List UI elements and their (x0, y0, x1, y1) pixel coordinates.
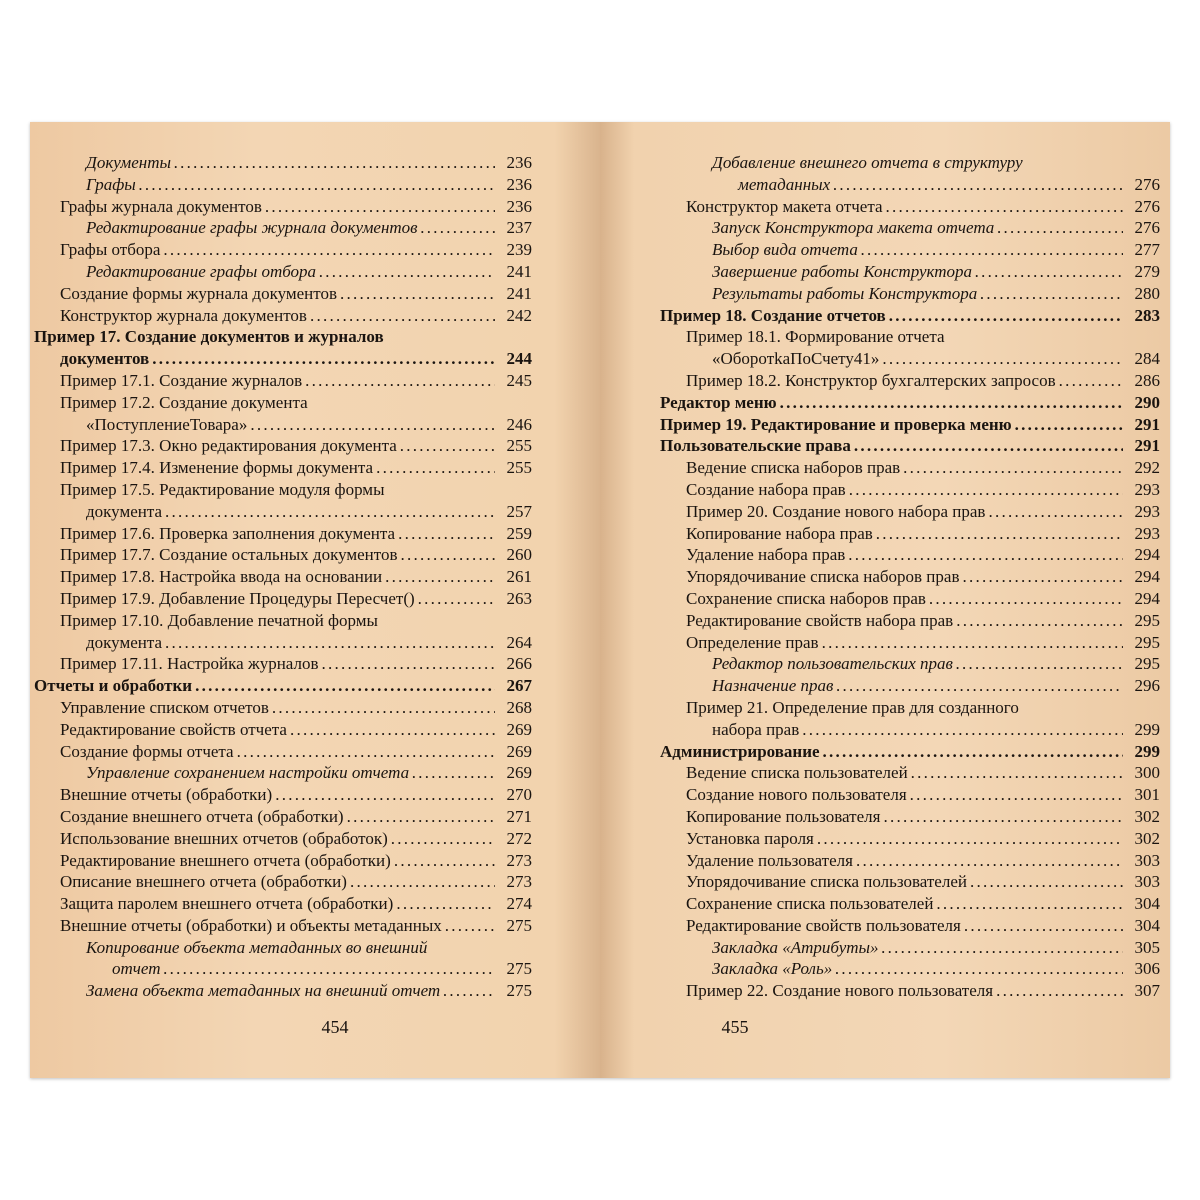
toc-page-number: 241 (506, 261, 532, 281)
toc-entry (34, 566, 532, 588)
toc-entry (34, 196, 532, 218)
toc-entry-title: Использование внешних отчетов (обработок) (60, 828, 388, 848)
dot-leader (802, 719, 1123, 741)
toc-entry (660, 544, 1160, 566)
toc-entry (34, 850, 532, 872)
dot-leader (376, 457, 495, 479)
toc-page-number: 255 (506, 458, 532, 478)
dot-leader (848, 544, 1123, 566)
toc-entry (660, 893, 1160, 915)
toc-page-number: 257 (506, 501, 532, 521)
toc-entry-title: Закладка «Атрибуты» (712, 937, 879, 957)
toc-entry (660, 632, 1160, 654)
toc-entry (660, 457, 1160, 479)
dot-leader (350, 871, 495, 893)
toc-entry-title: Пример 19. Редактирование и проверка меню (660, 414, 1012, 434)
toc-entry-title: Редактор пользовательских прав (712, 654, 953, 674)
dot-leader (398, 523, 495, 545)
toc-entry-title: Закладка «Роль» (712, 959, 833, 979)
dot-leader (975, 261, 1123, 283)
toc-entry (34, 414, 532, 436)
left-page (30, 122, 600, 1078)
toc-page-number: 304 (1134, 894, 1160, 914)
toc-entry (660, 217, 1160, 239)
toc-entry-title: Пример 17.3. Окно редактирования документа (60, 436, 397, 456)
toc-page-number: 303 (1134, 872, 1160, 892)
toc-entry-title: Пример 17.1. Создание журналов (60, 370, 303, 390)
toc-entry (660, 479, 1160, 501)
right-toc (660, 152, 1160, 1002)
dot-leader (910, 784, 1123, 806)
toc-page-number: 302 (1134, 828, 1160, 848)
toc-entry-title: Создание нового пользователя (686, 785, 907, 805)
toc-entry-title: Пример 17.7. Создание остальных документов (60, 545, 398, 565)
dot-leader (275, 784, 495, 806)
toc-entry (660, 261, 1160, 283)
toc-entry-title: документа (86, 632, 163, 652)
dot-leader (996, 980, 1123, 1002)
toc-entry-title: Графы (86, 174, 136, 194)
toc-page-number: 280 (1134, 283, 1160, 303)
toc-page-number: 301 (1134, 785, 1160, 805)
toc-page-number: 274 (506, 894, 532, 914)
dot-leader (394, 850, 495, 872)
toc-entry-title: Отчеты и обработки (34, 676, 193, 696)
toc-page-number: 266 (506, 654, 532, 674)
toc-entry (660, 174, 1160, 196)
toc-entry-title: Завершение работы Конструктора (712, 261, 973, 281)
dot-leader (401, 544, 496, 566)
toc-entry (34, 828, 532, 850)
dot-leader (882, 937, 1123, 959)
dot-leader (164, 958, 496, 980)
toc-entry-title: Пример 18. Создание отчетов (660, 305, 886, 325)
toc-entry-title: Администрирование (660, 741, 820, 761)
left-toc (34, 152, 532, 1002)
dot-leader (1059, 370, 1123, 392)
toc-entry (660, 392, 1160, 414)
toc-page-number: 236 (506, 153, 532, 172)
toc-page-number: 295 (1134, 654, 1160, 674)
toc-entry (660, 828, 1160, 850)
toc-entry-title: Упорядочивание списка пользователей (686, 872, 967, 892)
toc-entry-title: Сохранение списка пользователей (686, 894, 934, 914)
dot-leader (152, 348, 495, 370)
toc-entry (34, 697, 532, 719)
toc-page-number: 268 (506, 697, 532, 717)
toc-page-number: 269 (506, 719, 532, 739)
toc-entry (34, 980, 532, 1002)
toc-entry (34, 784, 532, 806)
toc-entry (660, 850, 1160, 872)
dot-leader (165, 501, 495, 523)
toc-entry-title: Пример 17.11. Настройка журналов (60, 654, 319, 674)
dot-leader (305, 370, 495, 392)
toc-entry-title: Удаление пользователя (686, 850, 853, 870)
dot-leader (876, 523, 1123, 545)
toc-entry-title: Пример 18.2. Конструктор бухгалтерских запросов (686, 370, 1056, 390)
toc-entry (660, 414, 1160, 436)
dot-leader (322, 653, 496, 675)
toc-entry (34, 305, 532, 327)
toc-page-number: 276 (1134, 218, 1160, 238)
dot-leader (421, 217, 495, 239)
toc-page-number: 296 (1134, 676, 1160, 696)
toc-entry-title: метаданных (738, 174, 831, 194)
toc-entry-title: Редактор меню (660, 392, 777, 412)
dot-leader (861, 239, 1123, 261)
toc-entry-title: Ведение списка пользователей (686, 763, 908, 783)
toc-entry (34, 871, 532, 893)
toc-page-number: 305 (1134, 937, 1160, 957)
dot-leader (822, 632, 1123, 654)
toc-page-number: 267 (506, 676, 532, 696)
toc-entry (660, 196, 1160, 218)
dot-leader (817, 828, 1123, 850)
right-page (600, 122, 1170, 1078)
dot-leader (385, 566, 495, 588)
dot-leader (849, 479, 1123, 501)
toc-entry (660, 958, 1160, 980)
toc-entry-title: Пример 17.5. Редактирование модуля формы (60, 479, 385, 499)
toc-page-number: 286 (1134, 370, 1160, 390)
toc-entry-title: Внешние отчеты (обработки) (60, 785, 273, 805)
dot-leader (174, 152, 495, 174)
toc-page-number: 272 (506, 828, 532, 848)
toc-entry-title: Графы отбора (60, 240, 161, 260)
toc-entry-title: Внешние отчеты (обработки) и объекты метаданных (60, 915, 442, 935)
dot-leader (418, 588, 495, 610)
toc-entry-title: Управление списком отчетов (60, 697, 269, 717)
toc-entry-title: Редактирование графы отбора (86, 261, 317, 281)
toc-entry-title: Защита паролем внешнего отчета (обработки) (60, 894, 394, 914)
toc-page-number: 291 (1134, 414, 1160, 434)
toc-entry-title: «ПоступлениеТовара» (86, 414, 248, 434)
dot-leader (400, 435, 495, 457)
toc-entry (34, 958, 532, 980)
toc-entry (660, 980, 1160, 1002)
toc-entry-title: Описание внешнего отчета (обработки) (60, 872, 347, 892)
toc-entry (660, 348, 1160, 370)
toc-entry (34, 457, 532, 479)
toc-entry-title: Результаты работы Конструктора (712, 283, 978, 303)
toc-entry (660, 610, 1160, 632)
toc-page-number: 306 (1134, 959, 1160, 979)
dot-leader (956, 653, 1123, 675)
toc-entry-title: Создание набора прав (686, 479, 846, 499)
toc-entry-title: Создание формы журнала документов (60, 283, 338, 303)
toc-entry-title: Выбор вида отчета (712, 240, 858, 260)
dot-leader (1015, 414, 1123, 436)
dot-leader (290, 719, 495, 741)
toc-page-number: 273 (506, 872, 532, 892)
toc-entry (660, 435, 1160, 457)
dot-leader (970, 871, 1123, 893)
toc-page-number: 242 (506, 305, 532, 325)
toc-page-number: 263 (506, 588, 532, 608)
toc-entry (660, 741, 1160, 763)
toc-entry (660, 239, 1160, 261)
toc-entry-title: Конструктор макета отчета (686, 196, 883, 216)
toc-page-number: 299 (1134, 741, 1160, 761)
toc-entry-title: «ОборотkаПоСчету41» (712, 349, 880, 369)
dot-leader (956, 610, 1123, 632)
toc-page-number: 304 (1134, 915, 1160, 935)
toc-entry-title: Сохранение списка наборов прав (686, 588, 926, 608)
toc-entry-title: набора прав (712, 719, 800, 739)
toc-entry-title: Пример 17.4. Изменение формы документа (60, 458, 374, 478)
toc-entry (660, 871, 1160, 893)
toc-entry (34, 893, 532, 915)
dot-leader (883, 806, 1123, 828)
toc-page-number: 303 (1134, 850, 1160, 870)
toc-entry-title: Редактирование графы журнала документов (86, 218, 418, 238)
toc-page-number: 239 (506, 240, 532, 260)
toc-entry (660, 283, 1160, 305)
toc-entry (660, 806, 1160, 828)
toc-entry-title: Пример 17.8. Настройка ввода на основании (60, 567, 383, 587)
dot-leader (903, 457, 1123, 479)
dot-leader (396, 893, 495, 915)
toc-entry (34, 523, 532, 545)
toc-page-number: 279 (1134, 261, 1160, 281)
dot-leader (964, 915, 1123, 937)
dot-leader (836, 675, 1123, 697)
toc-entry (660, 523, 1160, 545)
toc-page-number: 259 (506, 523, 532, 543)
toc-page-number: 284 (1134, 349, 1160, 369)
toc-page-number: 236 (506, 174, 532, 194)
dot-leader (412, 762, 495, 784)
toc-entry (660, 915, 1160, 937)
toc-entry (34, 261, 532, 283)
toc-entry-title: Пример 21. Определение прав для созданного (686, 697, 1019, 717)
left-page-number: 454 (321, 1017, 349, 1037)
dot-leader (319, 261, 495, 283)
toc-entry (34, 217, 532, 239)
toc-entry-title: Пример 17.2. Создание документа (60, 392, 308, 412)
dot-leader (823, 741, 1123, 763)
dot-leader (443, 980, 495, 1002)
toc-page-number: 302 (1134, 806, 1160, 826)
toc-entry-title: Редактирование свойств отчета (60, 719, 287, 739)
dot-leader (882, 348, 1123, 370)
toc-entry-title: Графы журнала документов (60, 196, 262, 216)
toc-entry-title: Пример 17. Создание документов и журналов (34, 327, 384, 347)
toc-entry (660, 719, 1160, 741)
dot-leader (340, 283, 495, 305)
dot-leader (889, 305, 1123, 327)
toc-entry (34, 174, 532, 196)
toc-entry-title: Редактирование внешнего отчета (обработки) (60, 850, 391, 870)
toc-page-number: 294 (1134, 545, 1160, 565)
toc-page-number: 294 (1134, 588, 1160, 608)
dot-leader (886, 196, 1123, 218)
toc-entry (660, 588, 1160, 610)
toc-page-number: 276 (1134, 174, 1160, 194)
dot-leader (835, 958, 1123, 980)
toc-entry (660, 675, 1160, 697)
dot-leader (980, 283, 1123, 305)
toc-entry (34, 435, 532, 457)
toc-entry-title: Ведение списка наборов прав (686, 458, 901, 478)
toc-page-number: 275 (506, 981, 532, 1001)
toc-page-number: 277 (1134, 240, 1160, 260)
toc-entry (34, 501, 532, 523)
dot-leader (854, 435, 1123, 457)
toc-entry-title: документа (86, 501, 163, 521)
toc-entry-title: Редактирование свойств пользователя (686, 915, 961, 935)
toc-page-number: 273 (506, 850, 532, 870)
toc-entry-title: Определение прав (686, 632, 819, 652)
toc-entry (34, 915, 532, 937)
toc-entry-title: Управление сохранением настройки отчета (86, 763, 410, 783)
toc-entry (34, 152, 532, 174)
toc-page-number: 291 (1134, 436, 1160, 456)
toc-entry-title: Добавление внешнего отчета в структуру (712, 153, 1023, 172)
toc-page-number: 283 (1134, 305, 1160, 325)
toc-entry-title: Пример 22. Создание нового пользователя (686, 981, 994, 1001)
toc-entry-title: Удаление набора прав (686, 545, 846, 565)
right-page-number: 455 (721, 1017, 749, 1037)
toc-entry-title: Конструктор журнала документов (60, 305, 307, 325)
dot-leader (165, 632, 495, 654)
dot-leader (962, 566, 1123, 588)
toc-entry-title: Пример 20. Создание нового набора прав (686, 501, 986, 521)
toc-entry (34, 806, 532, 828)
toc-entry-title: Упорядочивание списка наборов прав (686, 567, 960, 587)
toc-entry (34, 239, 532, 261)
toc-entry (660, 501, 1160, 523)
toc-entry-title: Редактирование свойств набора прав (686, 610, 954, 630)
toc-entry (34, 283, 532, 305)
toc-entry-title: Пример 18.1. Формирование отчета (686, 327, 945, 347)
toc-entry (660, 566, 1160, 588)
toc-entry (660, 784, 1160, 806)
toc-page-number: 255 (506, 436, 532, 456)
toc-entry (34, 348, 532, 370)
toc-entry (660, 370, 1160, 392)
toc-page-number: 276 (1134, 196, 1160, 216)
toc-entry-title: Пример 17.6. Проверка заполнения документа (60, 523, 396, 543)
toc-page-number: 245 (506, 370, 532, 390)
toc-entry-title: отчет (112, 959, 161, 979)
toc-entry (34, 675, 532, 697)
toc-page-number: 269 (506, 741, 532, 761)
dot-leader (272, 697, 495, 719)
toc-page-number: 236 (506, 196, 532, 216)
toc-page-number: 271 (506, 806, 532, 826)
toc-page-number: 293 (1134, 479, 1160, 499)
toc-page-number: 299 (1134, 719, 1160, 739)
toc-entry (34, 719, 532, 741)
dot-leader (237, 741, 495, 763)
toc-entry-title: Копирование пользователя (686, 806, 881, 826)
toc-entry-title: Назначение прав (712, 676, 834, 696)
toc-page-number: 261 (506, 567, 532, 587)
toc-entry (34, 762, 532, 784)
toc-entry (34, 544, 532, 566)
toc-entry-title: Создание формы отчета (60, 741, 234, 761)
toc-page-number: 307 (1134, 981, 1160, 1001)
toc-entry (660, 937, 1160, 959)
toc-entry-title: Создание внешнего отчета (обработки) (60, 806, 344, 826)
toc-page-number: 293 (1134, 501, 1160, 521)
dot-leader (780, 392, 1123, 414)
toc-page-number: 269 (506, 763, 532, 783)
toc-page-number: 237 (506, 218, 532, 238)
toc-entry (660, 762, 1160, 784)
toc-page-number: 294 (1134, 567, 1160, 587)
toc-entry-title: Замена объекта метаданных на внешний отчет (86, 981, 441, 1001)
toc-page-number: 275 (506, 959, 532, 979)
toc-page-number: 264 (506, 632, 532, 652)
book-spread (30, 122, 1170, 1078)
toc-entry-title: Документы (86, 153, 172, 172)
toc-page-number: 293 (1134, 523, 1160, 543)
toc-entry-title: документов (60, 349, 150, 369)
toc-page-number: 275 (506, 915, 532, 935)
dot-leader (195, 675, 495, 697)
toc-entry (34, 653, 532, 675)
dot-leader (265, 196, 495, 218)
toc-entry-title: Пользовательские права (660, 436, 851, 456)
toc-entry-title: Пример 17.9. Добавление Процедуры Пересчет() (60, 588, 415, 608)
toc-page-number: 246 (506, 414, 532, 434)
dot-leader (250, 414, 495, 436)
toc-entry-title: Установка пароля (686, 828, 814, 848)
toc-page-number: 244 (506, 349, 532, 369)
dot-leader (347, 806, 495, 828)
dot-leader (833, 174, 1123, 196)
dot-leader (988, 501, 1123, 523)
toc-entry-title: Пример 17.10. Добавление печатной формы (60, 610, 378, 630)
dot-leader (929, 588, 1123, 610)
toc-page-number: 292 (1134, 458, 1160, 478)
toc-entry (660, 305, 1160, 327)
dot-leader (856, 850, 1123, 872)
dot-leader (139, 174, 495, 196)
toc-entry (34, 588, 532, 610)
toc-page-number: 300 (1134, 763, 1160, 783)
toc-entry-title: Копирование объекта метаданных во внешний (86, 937, 428, 957)
dot-leader (445, 915, 495, 937)
toc-entry (34, 741, 532, 763)
dot-leader (391, 828, 495, 850)
dot-leader (936, 893, 1123, 915)
toc-entry (34, 632, 532, 654)
toc-page-number: 270 (506, 785, 532, 805)
toc-entry (34, 370, 532, 392)
toc-entry-title: Копирование набора прав (686, 523, 873, 543)
toc-page-number: 290 (1134, 392, 1160, 412)
toc-page-number: 260 (506, 545, 532, 565)
toc-page-number: 295 (1134, 632, 1160, 652)
toc-entry (660, 653, 1160, 675)
dot-leader (310, 305, 495, 327)
toc-page-number: 241 (506, 283, 532, 303)
dot-leader (911, 762, 1123, 784)
dot-leader (997, 217, 1123, 239)
dot-leader (163, 239, 495, 261)
toc-page-number: 295 (1134, 610, 1160, 630)
toc-entry-title: Запуск Конструктора макета отчета (712, 218, 995, 238)
